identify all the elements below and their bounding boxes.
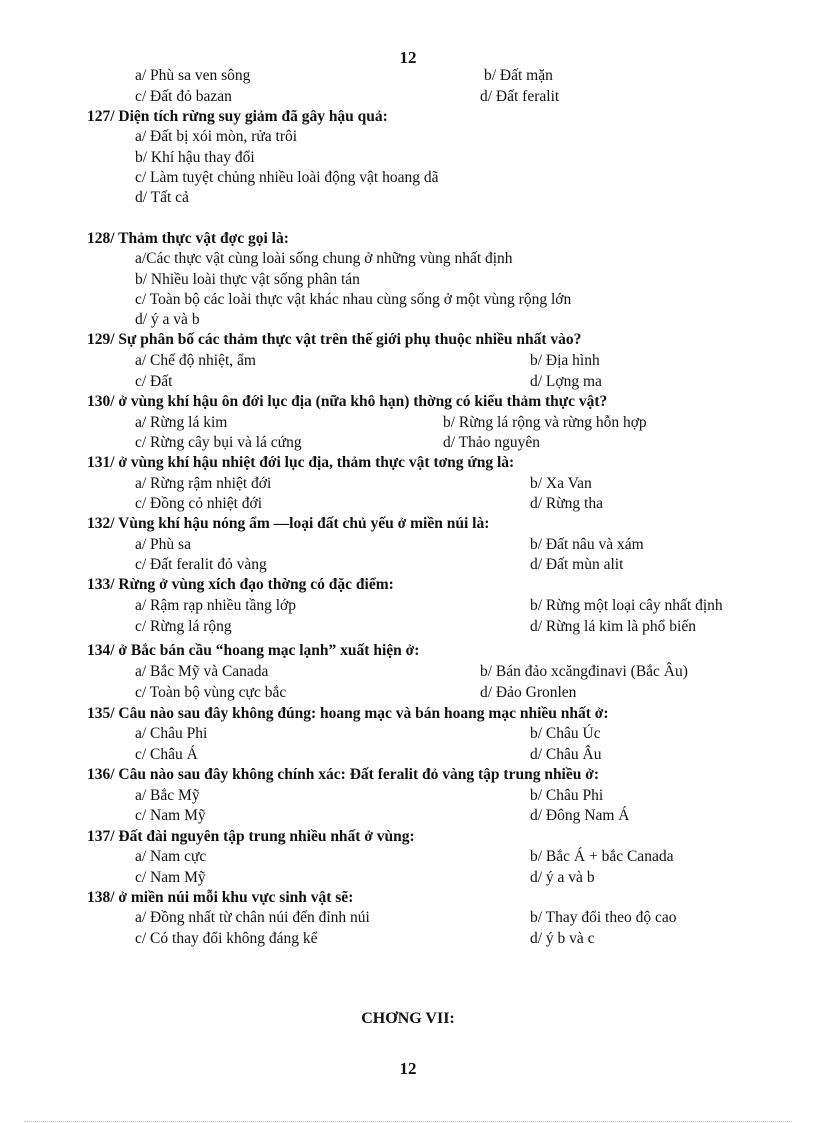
carry-option-c: c/ Đất đỏ bazan xyxy=(135,88,232,105)
question-title: 133/ Rừng ở vùng xích đạo thờng có đặc điểm: xyxy=(87,576,394,593)
option: d/ Đảo Gronlen xyxy=(480,684,577,701)
chapter-heading: CHƠNG VII: xyxy=(361,1010,455,1027)
option: a/ Châu Phi xyxy=(135,725,208,742)
option: a/ Rậm rạp nhiều tầng lớp xyxy=(135,597,297,614)
option: a/ Đất bị xói mòn, rửa trôi xyxy=(135,128,298,145)
option: d/ Lợng ma xyxy=(530,373,602,390)
option: c/ Rừng cây bụi và lá cứng xyxy=(135,434,302,451)
option: a/ Phù sa xyxy=(135,536,191,553)
question-title: 128/ Thảm thực vật đợc gọi là: xyxy=(87,230,289,247)
option: b/ Châu Phi xyxy=(530,787,604,804)
page-number: 12 xyxy=(399,48,417,67)
question-title: 132/ Vùng khí hậu nóng ẩm —loại đất chủ yếu ở miền núi là: xyxy=(87,515,490,532)
option: a/ Đồng nhất từ chân núi đến đỉnh núi xyxy=(135,909,370,926)
option: a/Các thực vật cùng loài sống chung ở những vùng nhất định xyxy=(135,250,513,267)
option: d/ Châu Âu xyxy=(530,746,602,763)
option: d/ Đông Nam Á xyxy=(530,807,630,824)
option: c/ Châu Á xyxy=(135,746,198,763)
option: d/ Rừng lá kim là phổ biến xyxy=(530,618,696,635)
option: d/ Rừng tha xyxy=(530,495,603,512)
question-title: 135/ Câu nào sau đây không đúng: hoang mạc và bán hoang mạc nhiều nhất ở: xyxy=(87,705,609,722)
footer-divider xyxy=(24,1121,792,1122)
option: d/ ý b và c xyxy=(530,930,595,947)
option: b/ Rừng lá rộng và rừng hỗn hợp xyxy=(443,414,647,431)
option: a/ Rừng lá kim xyxy=(135,414,228,431)
carry-option-a: a/ Phù sa ven sông xyxy=(135,67,251,84)
option: d/ ý a và b xyxy=(530,869,595,886)
question-title: 134/ ở Bắc bán cầu “hoang mạc lạnh” xuất hiện ở: xyxy=(87,642,420,659)
option: d/ ý a và b xyxy=(135,311,200,328)
question-title: 138/ ở miền núi mỗi khu vực sinh vật sẽ: xyxy=(87,889,354,906)
option: c/ Toàn bộ vùng cực bắc xyxy=(135,684,287,701)
option: b/ Nhiều loài thực vật sống phân tán xyxy=(135,271,360,288)
question-title: 130/ ở vùng khí hậu ôn đới lục địa (nữa khô hạn) thờng có kiểu thảm thực vật? xyxy=(87,393,608,410)
option: a/ Chế độ nhiệt, ẩm xyxy=(135,352,256,369)
option: c/ Rừng lá rộng xyxy=(135,618,232,635)
option: c/ Toàn bộ các loài thực vật khác nhau cùng sống ở một vùng rộng lớn xyxy=(135,291,572,308)
question-title: 131/ ở vùng khí hậu nhiệt đới lục địa, thảm thực vật tơng ứng là: xyxy=(87,454,515,471)
option: c/ Làm tuyệt chủng nhiều loài động vật hoang dã xyxy=(135,169,439,186)
option: b/ Châu Úc xyxy=(530,725,601,742)
option: b/ Khí hậu thay đổi xyxy=(135,149,255,166)
option: b/ Rừng một loại cây nhất định xyxy=(530,597,723,614)
carry-option-d: d/ Đất feralit xyxy=(480,88,560,105)
option: c/ Đất xyxy=(135,373,173,390)
option: a/ Rừng rậm nhiệt đới xyxy=(135,475,272,492)
option: b/ Địa hình xyxy=(530,352,600,369)
question-title: 136/ Câu nào sau đây không chính xác: Đất feralit đỏ vàng tập trung nhiều ở: xyxy=(87,766,599,783)
option: c/ Đồng cỏ nhiệt đới xyxy=(135,495,263,512)
option: c/ Nam Mỹ xyxy=(135,869,206,886)
option: d/ Thảo nguyên xyxy=(443,434,541,451)
option: c/ Nam Mỹ xyxy=(135,807,206,824)
option: a/ Bắc Mỹ xyxy=(135,787,200,804)
option: d/ Đất mùn alit xyxy=(530,556,624,573)
question-title: 137/ Đất đài nguyên tập trung nhiều nhất ở vùng: xyxy=(87,828,415,845)
option: a/ Nam cực xyxy=(135,848,207,865)
option: b/ Bán đảo xcăngđinavi (Bắc Âu) xyxy=(480,663,688,680)
option: c/ Có thay đổi không đáng kể xyxy=(135,930,318,947)
option: b/ Đất nâu và xám xyxy=(530,536,644,553)
option: c/ Đất feralit đỏ vàng xyxy=(135,556,267,573)
footer-page-number: 12 xyxy=(399,1059,417,1078)
option: b/ Bắc Á + bắc Canada xyxy=(530,848,674,865)
carry-option-b: b/ Đất mặn xyxy=(484,67,553,84)
question-title: 127/ Diện tích rừng suy giảm đã gây hậu quả: xyxy=(87,108,388,125)
option: a/ Bắc Mỹ và Canada xyxy=(135,663,269,680)
question-title: 129/ Sự phân bố các thảm thực vật trên thế giới phụ thuộc nhiều nhất vào? xyxy=(87,331,582,348)
option: d/ Tất cả xyxy=(135,189,189,206)
option: b/ Thay đổi theo độ cao xyxy=(530,909,677,926)
option: b/ Xa Van xyxy=(530,475,592,492)
